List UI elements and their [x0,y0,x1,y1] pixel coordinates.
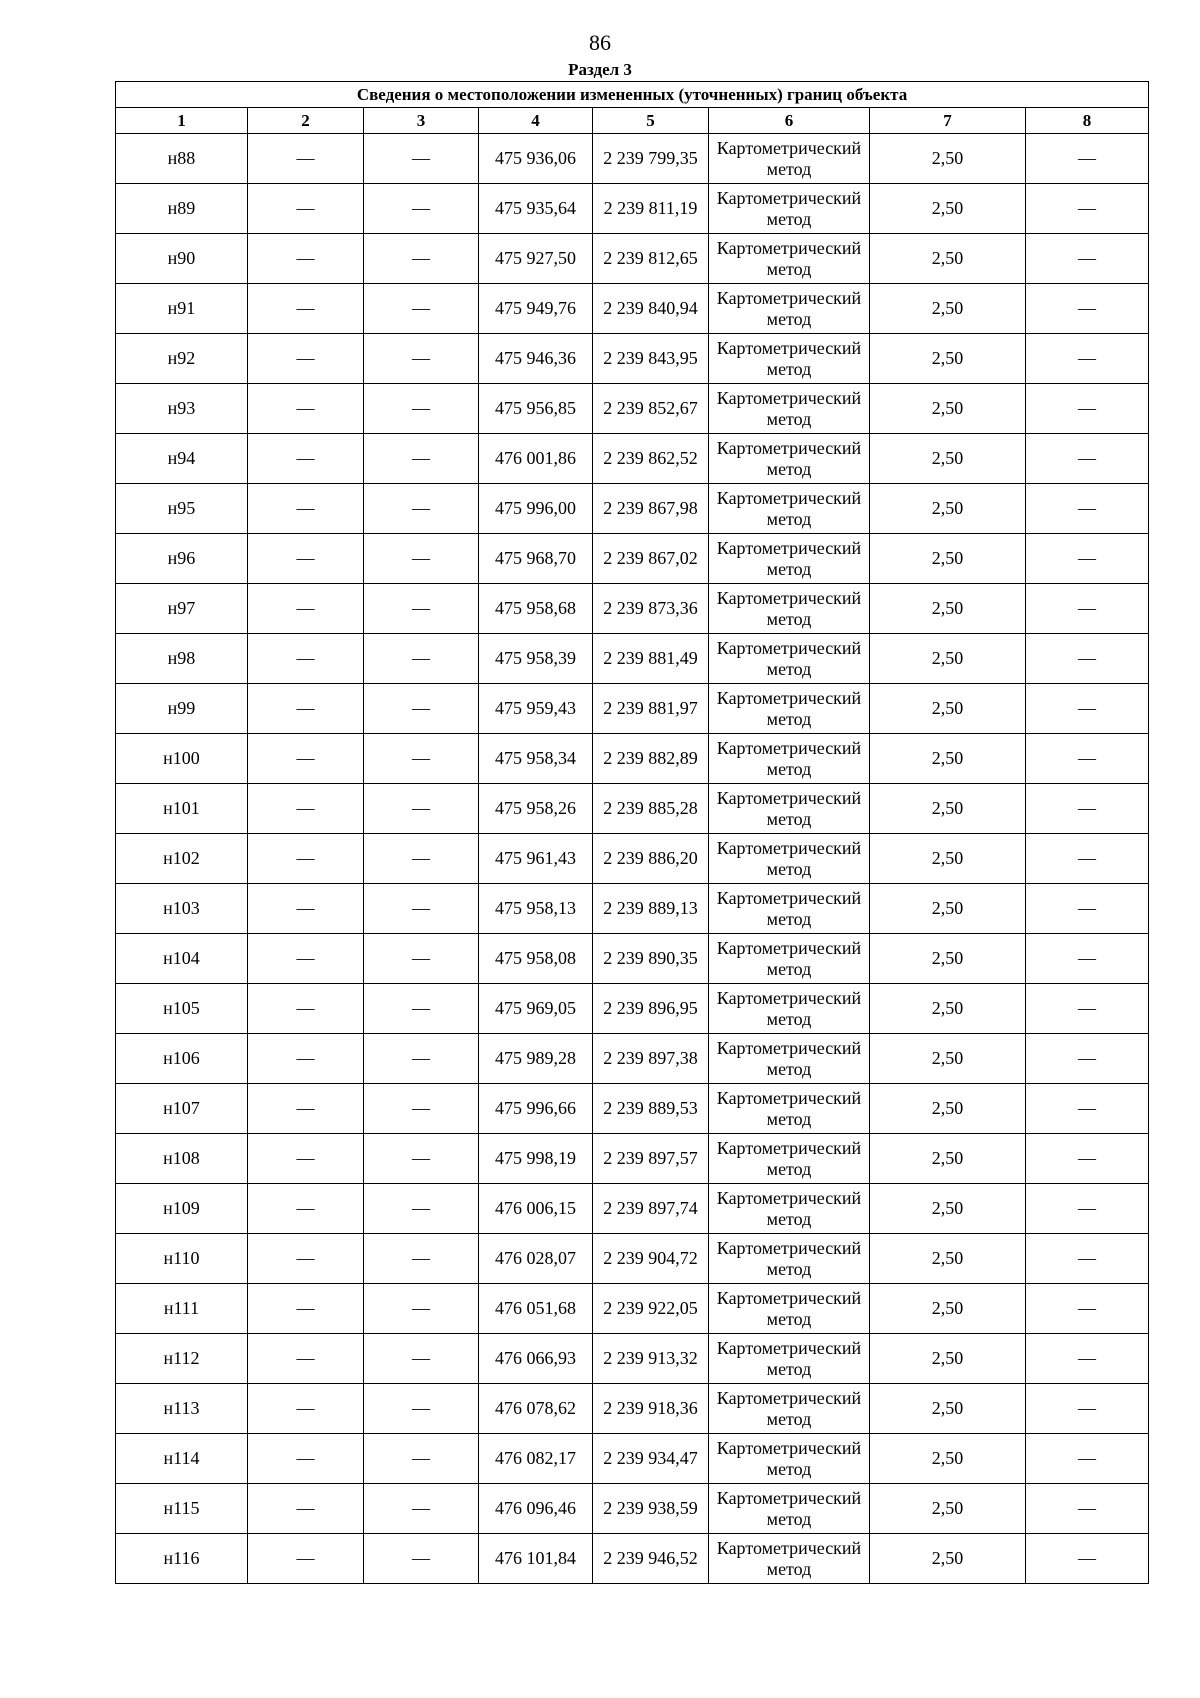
cell-col-2: — [248,1134,364,1184]
cell-accuracy: 2,50 [870,184,1026,234]
cell-accuracy: 2,50 [870,1334,1026,1384]
cell-coord-y: 2 239 896,95 [593,984,709,1034]
table-row [116,784,1149,834]
cell-coord-x: 475 936,06 [479,134,593,184]
column-header-3: 3 [364,108,479,134]
cell-coord-x: 475 961,43 [479,834,593,884]
cell-coord-x: 475 946,36 [479,334,593,384]
cell-accuracy: 2,50 [870,1084,1026,1134]
cell-col-3: — [364,1534,479,1584]
table-row [116,534,1149,584]
cell-point-id: н98 [116,634,248,684]
cell-col-3: — [364,1484,479,1534]
cell-col-3: — [364,734,479,784]
cell-coord-y: 2 239 873,36 [593,584,709,634]
cell-method: Картометрический метод [709,884,870,934]
cell-col-8: — [1026,734,1149,784]
cell-col-3: — [364,1284,479,1334]
cell-coord-x: 476 078,62 [479,1384,593,1434]
cell-col-2: — [248,484,364,534]
cell-point-id: н92 [116,334,248,384]
table-row [116,984,1149,1034]
cell-accuracy: 2,50 [870,784,1026,834]
cell-accuracy: 2,50 [870,984,1026,1034]
table-row [116,1134,1149,1184]
cell-coord-x: 475 949,76 [479,284,593,334]
table-row [116,584,1149,634]
cell-method: Картометрический метод [709,134,870,184]
cell-coord-y: 2 239 881,97 [593,684,709,734]
cell-coord-y: 2 239 867,98 [593,484,709,534]
cell-method: Картометрический метод [709,1034,870,1084]
cell-coord-x: 475 959,43 [479,684,593,734]
cell-coord-x: 476 051,68 [479,1284,593,1334]
cell-method: Картометрический метод [709,484,870,534]
cell-point-id: н101 [116,784,248,834]
cell-point-id: н114 [116,1434,248,1484]
cell-accuracy: 2,50 [870,1134,1026,1184]
column-header-4: 4 [479,108,593,134]
page-number: 86 [589,30,611,55]
cell-point-id: н116 [116,1534,248,1584]
cell-coord-x: 476 006,15 [479,1184,593,1234]
cell-col-3: — [364,584,479,634]
cell-method: Картометрический метод [709,1434,870,1484]
table-row [116,884,1149,934]
cell-col-3: — [364,234,479,284]
cell-method: Картометрический метод [709,784,870,834]
cell-method: Картометрический метод [709,684,870,734]
cell-method: Картометрический метод [709,1284,870,1334]
cell-method: Картометрический метод [709,1334,870,1384]
cell-coord-y: 2 239 882,89 [593,734,709,784]
cell-col-2: — [248,434,364,484]
column-header-5: 5 [593,108,709,134]
table-row [116,1534,1149,1584]
cell-col-2: — [248,734,364,784]
cell-col-2: — [248,184,364,234]
cell-col-8: — [1026,784,1149,834]
table-body [116,134,1149,1584]
cell-col-3: — [364,834,479,884]
cell-col-2: — [248,134,364,184]
cell-coord-y: 2 239 918,36 [593,1384,709,1434]
cell-col-3: — [364,1184,479,1234]
cell-coord-y: 2 239 843,95 [593,334,709,384]
table-row [116,634,1149,684]
cell-point-id: н109 [116,1184,248,1234]
cell-coord-y: 2 239 913,32 [593,1334,709,1384]
cell-col-8: — [1026,1184,1149,1234]
cell-point-id: н95 [116,484,248,534]
cell-col-8: — [1026,1034,1149,1084]
cell-coord-y: 2 239 867,02 [593,534,709,584]
cell-col-2: — [248,884,364,934]
table-row [116,734,1149,784]
table-row [116,1384,1149,1434]
cell-col-2: — [248,834,364,884]
cell-col-2: — [248,1434,364,1484]
cell-point-id: н96 [116,534,248,584]
cell-col-2: — [248,234,364,284]
cell-coord-x: 475 996,66 [479,1084,593,1134]
table-row [116,1284,1149,1334]
cell-col-2: — [248,1084,364,1134]
cell-col-2: — [248,984,364,1034]
cell-point-id: н99 [116,684,248,734]
cell-point-id: н100 [116,734,248,784]
cell-point-id: н90 [116,234,248,284]
cell-coord-y: 2 239 862,52 [593,434,709,484]
cell-method: Картометрический метод [709,534,870,584]
cell-coord-y: 2 239 946,52 [593,1534,709,1584]
cell-coord-x: 476 066,93 [479,1334,593,1384]
cell-coord-x: 476 101,84 [479,1534,593,1584]
cell-col-8: — [1026,1534,1149,1584]
cell-coord-x: 475 969,05 [479,984,593,1034]
cell-col-8: — [1026,1334,1149,1384]
cell-col-8: — [1026,984,1149,1034]
cell-col-8: — [1026,534,1149,584]
cell-col-8: — [1026,384,1149,434]
cell-col-2: — [248,1034,364,1084]
cell-col-3: — [364,984,479,1034]
cell-col-2: — [248,1234,364,1284]
cell-coord-y: 2 239 799,35 [593,134,709,184]
cell-accuracy: 2,50 [870,1384,1026,1434]
cell-accuracy: 2,50 [870,534,1026,584]
cell-col-2: — [248,384,364,434]
cell-col-3: — [364,1384,479,1434]
cell-coord-y: 2 239 840,94 [593,284,709,334]
cell-point-id: н108 [116,1134,248,1184]
cell-coord-x: 475 996,00 [479,484,593,534]
cell-col-8: — [1026,934,1149,984]
cell-col-8: — [1026,284,1149,334]
cell-col-2: — [248,684,364,734]
cell-accuracy: 2,50 [870,884,1026,934]
cell-method: Картометрический метод [709,734,870,784]
table-row [116,384,1149,434]
cell-coord-x: 475 958,68 [479,584,593,634]
cell-col-3: — [364,1034,479,1084]
cell-col-3: — [364,784,479,834]
table-row [116,184,1149,234]
cell-col-3: — [364,334,479,384]
cell-accuracy: 2,50 [870,1434,1026,1484]
table-row [116,1334,1149,1384]
cell-col-3: — [364,884,479,934]
cell-col-3: — [364,634,479,684]
cell-col-2: — [248,934,364,984]
cell-accuracy: 2,50 [870,134,1026,184]
cell-method: Картометрический метод [709,1084,870,1134]
cell-coord-x: 475 927,50 [479,234,593,284]
cell-coord-x: 475 989,28 [479,1034,593,1084]
cell-point-id: н107 [116,1084,248,1134]
cell-coord-x: 476 001,86 [479,434,593,484]
cell-coord-x: 476 082,17 [479,1434,593,1484]
cell-point-id: н104 [116,934,248,984]
cell-coord-y: 2 239 897,38 [593,1034,709,1084]
cell-accuracy: 2,50 [870,1034,1026,1084]
cell-point-id: н93 [116,384,248,434]
table-row [116,1184,1149,1234]
cell-coord-x: 475 958,39 [479,634,593,684]
cell-col-2: — [248,584,364,634]
cell-coord-y: 2 239 885,28 [593,784,709,834]
table-row [116,1084,1149,1134]
table-row [116,334,1149,384]
cell-accuracy: 2,50 [870,1484,1026,1534]
cell-coord-x: 475 958,34 [479,734,593,784]
cell-point-id: н110 [116,1234,248,1284]
cell-accuracy: 2,50 [870,1284,1026,1334]
table-title-row [116,82,1149,108]
cell-col-2: — [248,1334,364,1384]
cell-col-2: — [248,1184,364,1234]
cell-coord-y: 2 239 897,74 [593,1184,709,1234]
cell-method: Картометрический метод [709,834,870,884]
cell-col-3: — [364,1434,479,1484]
cell-point-id: н89 [116,184,248,234]
table-row [116,684,1149,734]
cell-col-3: — [364,134,479,184]
cell-col-8: — [1026,884,1149,934]
table-header-row [116,108,1149,134]
cell-col-2: — [248,784,364,834]
table-row [116,1234,1149,1284]
cell-col-3: — [364,534,479,584]
cell-coord-x: 475 968,70 [479,534,593,584]
cell-method: Картометрический метод [709,584,870,634]
cell-point-id: н94 [116,434,248,484]
cell-point-id: н103 [116,884,248,934]
cell-col-8: — [1026,484,1149,534]
cell-col-3: — [364,484,479,534]
table-row [116,434,1149,484]
cell-col-2: — [248,1534,364,1584]
cell-col-2: — [248,534,364,584]
cell-col-8: — [1026,1134,1149,1184]
cell-method: Картометрический метод [709,934,870,984]
cell-col-2: — [248,1284,364,1334]
table-row [116,1034,1149,1084]
cell-point-id: н111 [116,1284,248,1334]
cell-col-2: — [248,634,364,684]
cell-accuracy: 2,50 [870,1234,1026,1284]
table-row [116,134,1149,184]
cell-col-3: — [364,184,479,234]
cell-accuracy: 2,50 [870,234,1026,284]
cell-point-id: н112 [116,1334,248,1384]
cell-col-3: — [364,684,479,734]
cell-accuracy: 2,50 [870,1184,1026,1234]
cell-col-3: — [364,1334,479,1384]
cell-coord-x: 475 958,26 [479,784,593,834]
table-row [116,234,1149,284]
cell-accuracy: 2,50 [870,284,1026,334]
column-header-6: 6 [709,108,870,134]
cell-accuracy: 2,50 [870,484,1026,534]
cell-col-8: — [1026,1284,1149,1334]
table-title: Сведения о местоположении измененных (уточненных) границ объекта [116,82,1149,108]
cell-accuracy: 2,50 [870,634,1026,684]
cell-coord-y: 2 239 886,20 [593,834,709,884]
cell-coord-x: 476 028,07 [479,1234,593,1284]
cell-point-id: н97 [116,584,248,634]
cell-col-8: — [1026,434,1149,484]
column-header-1: 1 [116,108,248,134]
cell-col-8: — [1026,584,1149,634]
cell-accuracy: 2,50 [870,334,1026,384]
cell-point-id: н102 [116,834,248,884]
cell-method: Картометрический метод [709,1384,870,1434]
cell-col-8: — [1026,184,1149,234]
cell-point-id: н91 [116,284,248,334]
cell-method: Картометрический метод [709,234,870,284]
cell-point-id: н88 [116,134,248,184]
cell-col-2: — [248,334,364,384]
cell-col-8: — [1026,1434,1149,1484]
cell-point-id: н106 [116,1034,248,1084]
cell-coord-y: 2 239 811,19 [593,184,709,234]
cell-method: Картометрический метод [709,284,870,334]
table-row [116,1484,1149,1534]
cell-coord-y: 2 239 889,53 [593,1084,709,1134]
cell-col-8: — [1026,834,1149,884]
table-row [116,284,1149,334]
cell-col-8: — [1026,1484,1149,1534]
cell-col-2: — [248,1384,364,1434]
cell-method: Картометрический метод [709,984,870,1034]
cell-accuracy: 2,50 [870,584,1026,634]
cell-coord-y: 2 239 904,72 [593,1234,709,1284]
cell-method: Картометрический метод [709,384,870,434]
cell-coord-y: 2 239 881,49 [593,634,709,684]
cell-accuracy: 2,50 [870,384,1026,434]
cell-method: Картометрический метод [709,334,870,384]
cell-col-3: — [364,284,479,334]
cell-coord-x: 475 958,08 [479,934,593,984]
coordinates-table [115,81,1149,1584]
table-row [116,1434,1149,1484]
cell-coord-y: 2 239 922,05 [593,1284,709,1334]
cell-col-8: — [1026,1084,1149,1134]
cell-method: Картометрический метод [709,1534,870,1584]
cell-col-3: — [364,434,479,484]
cell-col-8: — [1026,1384,1149,1434]
cell-coord-y: 2 239 890,35 [593,934,709,984]
cell-point-id: н105 [116,984,248,1034]
column-header-8: 8 [1026,108,1149,134]
cell-coord-x: 475 935,64 [479,184,593,234]
cell-coord-y: 2 239 897,57 [593,1134,709,1184]
table-row [116,484,1149,534]
cell-col-3: — [364,1134,479,1184]
cell-coord-y: 2 239 852,67 [593,384,709,434]
cell-method: Картометрический метод [709,1234,870,1284]
cell-col-8: — [1026,134,1149,184]
cell-method: Картометрический метод [709,634,870,684]
cell-col-2: — [248,284,364,334]
cell-col-2: — [248,1484,364,1534]
column-header-2: 2 [248,108,364,134]
cell-method: Картометрический метод [709,434,870,484]
cell-coord-y: 2 239 938,59 [593,1484,709,1534]
section-title: Раздел 3 [568,60,632,79]
cell-col-8: — [1026,334,1149,384]
cell-coord-x: 476 096,46 [479,1484,593,1534]
cell-col-8: — [1026,234,1149,284]
cell-point-id: н115 [116,1484,248,1534]
cell-accuracy: 2,50 [870,934,1026,984]
cell-col-8: — [1026,1234,1149,1284]
column-header-7: 7 [870,108,1026,134]
cell-coord-y: 2 239 934,47 [593,1434,709,1484]
cell-method: Картометрический метод [709,1184,870,1234]
cell-method: Картометрический метод [709,1484,870,1534]
cell-col-8: — [1026,634,1149,684]
cell-method: Картометрический метод [709,1134,870,1184]
cell-coord-x: 475 956,85 [479,384,593,434]
cell-accuracy: 2,50 [870,834,1026,884]
cell-col-8: — [1026,684,1149,734]
cell-col-3: — [364,1234,479,1284]
cell-point-id: н113 [116,1384,248,1434]
cell-col-3: — [364,384,479,434]
cell-method: Картометрический метод [709,184,870,234]
cell-coord-x: 475 958,13 [479,884,593,934]
cell-accuracy: 2,50 [870,684,1026,734]
cell-coord-y: 2 239 812,65 [593,234,709,284]
cell-accuracy: 2,50 [870,1534,1026,1584]
table-row [116,934,1149,984]
table-row [116,834,1149,884]
cell-coord-x: 475 998,19 [479,1134,593,1184]
cell-col-3: — [364,934,479,984]
cell-accuracy: 2,50 [870,734,1026,784]
cell-col-3: — [364,1084,479,1134]
cell-coord-y: 2 239 889,13 [593,884,709,934]
cell-accuracy: 2,50 [870,434,1026,484]
